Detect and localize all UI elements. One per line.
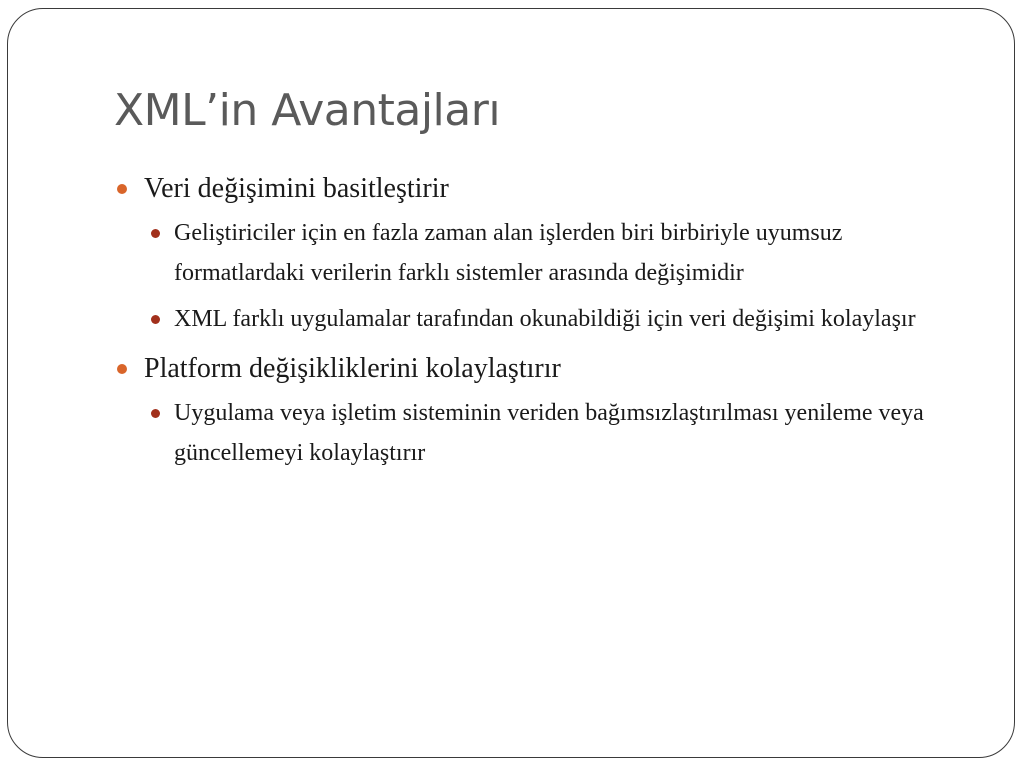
bullet-dot-icon: [117, 184, 127, 194]
bullet-dot-icon: [117, 364, 127, 374]
bullet-list: [114, 171, 964, 473]
bullet-text: Platform değişikliklerini kolaylaştırır: [144, 353, 561, 384]
sub-bullet-dot-icon: [151, 409, 160, 418]
slide-content: [114, 171, 964, 485]
slide: [7, 8, 1015, 758]
sub-bullet-list: [144, 393, 964, 473]
sub-bullet-item: [144, 393, 964, 473]
bullet-item: [114, 171, 964, 339]
sub-bullet-text: XML farklı uygulamalar tarafından okunabildiği için veri değişimi kolaylaşır: [174, 306, 916, 332]
sub-bullet-item: [144, 213, 964, 293]
sub-bullet-dot-icon: [151, 229, 160, 238]
sub-bullet-item: [144, 299, 964, 339]
slide-title: XML’in Avantajları: [114, 85, 501, 136]
sub-bullet-text: Geliştiriciler için en fazla zaman alan işlerden biri birbiriyle uyumsuz formatlardaki verilerin farklı sistemler arasında değişimidir: [174, 220, 843, 286]
sub-bullet-text: Uygulama veya işletim sisteminin veriden bağımsızlaştırılması yenileme veya güncellemeyi kolaylaştırır: [174, 400, 924, 466]
bullet-item: [114, 351, 964, 473]
bullet-text: Veri değişimini basitleştirir: [144, 173, 449, 204]
sub-bullet-dot-icon: [151, 315, 160, 324]
sub-bullet-list: [144, 213, 964, 339]
